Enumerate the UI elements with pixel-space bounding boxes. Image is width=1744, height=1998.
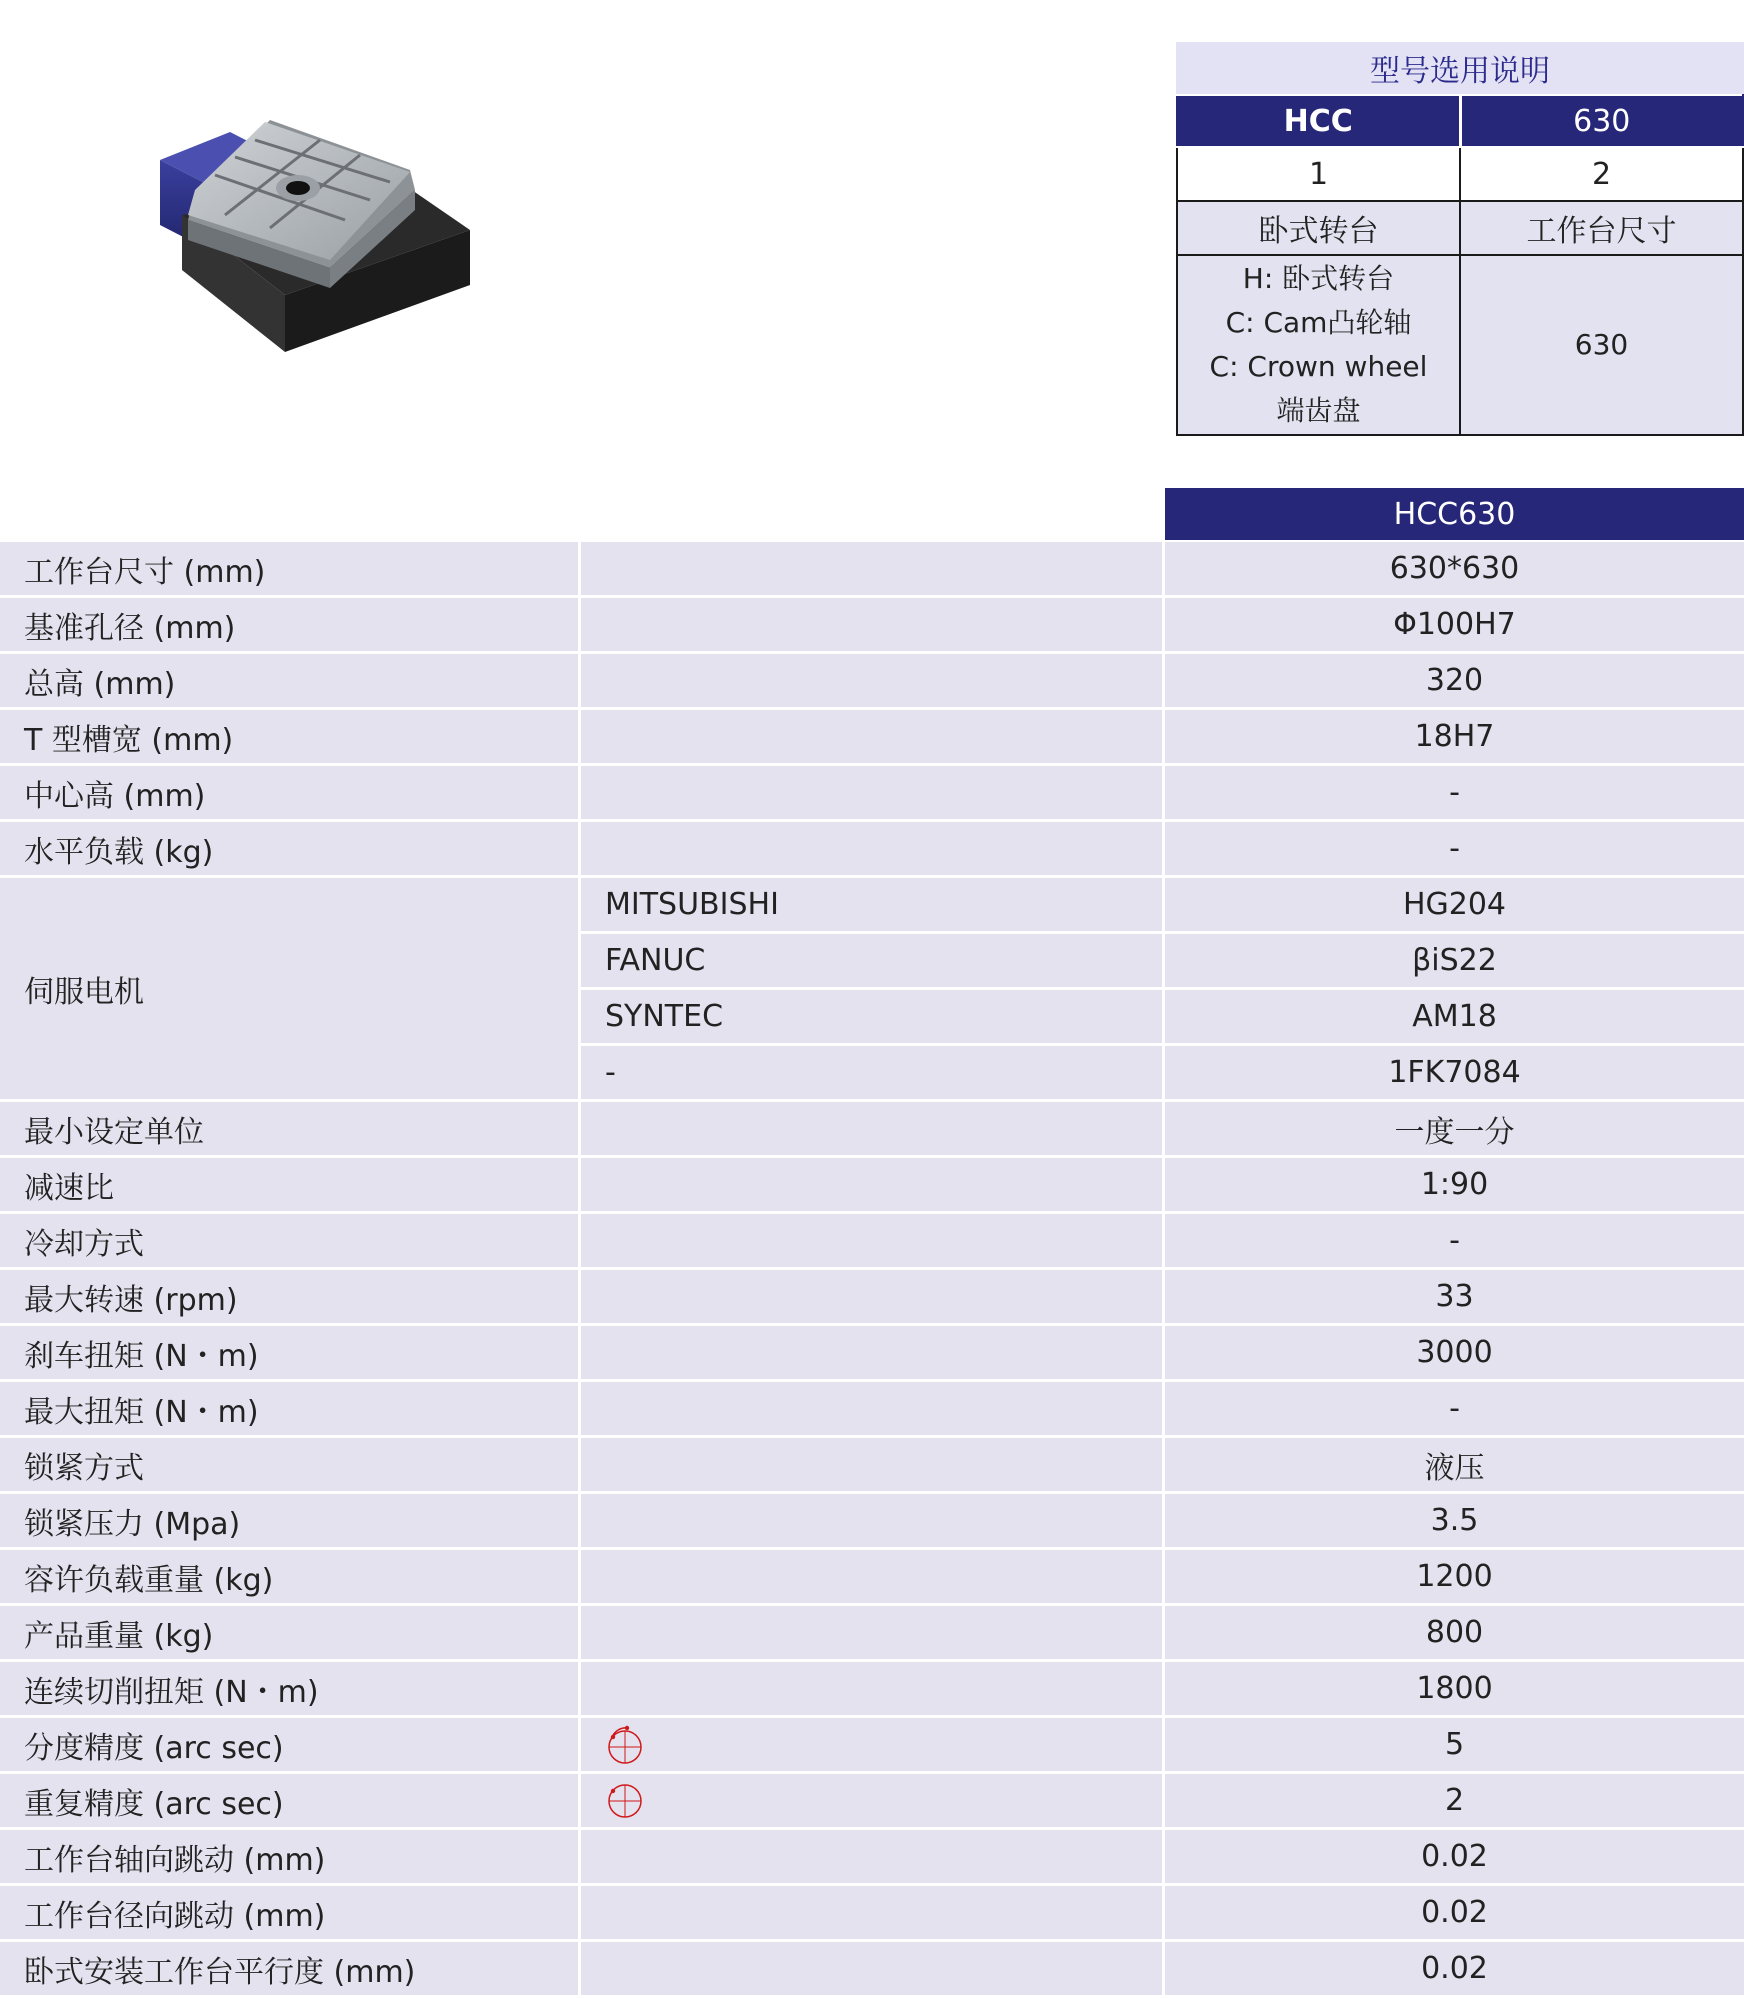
spec-value: βiS22 — [1165, 934, 1744, 987]
spec-sub — [581, 766, 1162, 819]
spec-value: 1800 — [1165, 1662, 1744, 1715]
spec-value: - — [1165, 766, 1744, 819]
spec-sub — [581, 1102, 1162, 1155]
table-row — [0, 1550, 1744, 1603]
legend-title: 型号选用说明 — [1176, 42, 1744, 94]
table-row — [0, 1438, 1744, 1491]
repeat-accuracy-icon — [605, 1781, 645, 1821]
legend-index-1: 1 — [1177, 147, 1460, 201]
table-row — [0, 1214, 1744, 1267]
spec-sub — [581, 1606, 1162, 1659]
table-row — [0, 1606, 1744, 1659]
spec-value: HG204 — [1165, 878, 1744, 931]
legend-desc-line: H: 卧式转台 — [1242, 262, 1395, 295]
spec-value: 1:90 — [1165, 1158, 1744, 1211]
spec-label: 最大扭矩 (N・m) — [0, 1382, 578, 1435]
spec-value: 630*630 — [1165, 542, 1744, 595]
spec-label: 产品重量 (kg) — [0, 1606, 578, 1659]
spec-value: - — [1165, 822, 1744, 875]
legend-name-series: 卧式转台 — [1177, 201, 1460, 255]
table-row — [0, 542, 1744, 595]
rotary-table-product-image — [120, 120, 620, 460]
spec-value: - — [1165, 1214, 1744, 1267]
table-row — [0, 822, 1744, 875]
spec-value: 3.5 — [1165, 1494, 1744, 1547]
spec-model-header: HCC630 — [1165, 488, 1744, 540]
spec-label: 容许负载重量 (kg) — [0, 1550, 578, 1603]
spec-label: 工作台轴向跳动 (mm) — [0, 1830, 578, 1883]
spec-label: 水平负载 (kg) — [0, 822, 578, 875]
spec-sub — [581, 1438, 1162, 1491]
spec-sub — [581, 822, 1162, 875]
spec-label: 刹车扭矩 (N・m) — [0, 1326, 578, 1379]
servo-brand: FANUC — [581, 934, 1162, 987]
spec-label: 基准孔径 (mm) — [0, 598, 578, 651]
servo-motor-group — [0, 878, 1744, 1099]
spec-label: 减速比 — [0, 1158, 578, 1211]
spec-value: 0.02 — [1165, 1942, 1744, 1995]
legend-desc-line: C: Cam凸轮轴 — [1225, 306, 1412, 339]
spec-sub — [581, 1774, 1162, 1827]
spec-value: 液压 — [1165, 1438, 1744, 1491]
spec-label: 分度精度 (arc sec) — [0, 1718, 578, 1771]
legend-name-size: 工作台尺寸 — [1460, 201, 1743, 255]
spec-sub — [581, 710, 1162, 763]
spec-value: - — [1165, 1382, 1744, 1435]
spec-value: 0.02 — [1165, 1886, 1744, 1939]
table-row — [0, 766, 1744, 819]
spec-value: 18H7 — [1165, 710, 1744, 763]
spec-sub — [581, 1942, 1162, 1995]
spec-sub — [581, 1214, 1162, 1267]
spec-value: 5 — [1165, 1718, 1744, 1771]
spec-label: 锁紧压力 (Mpa) — [0, 1494, 578, 1547]
spec-label: 冷却方式 — [0, 1214, 578, 1267]
spec-label: T 型槽宽 (mm) — [0, 710, 578, 763]
spec-label: 工作台径向跳动 (mm) — [0, 1886, 578, 1939]
spec-sub — [581, 654, 1162, 707]
spec-sub — [581, 1886, 1162, 1939]
spec-sub — [581, 1382, 1162, 1435]
spec-value: 一度一分 — [1165, 1102, 1744, 1155]
servo-brand: MITSUBISHI — [581, 878, 1162, 931]
model-selection-legend — [1176, 42, 1744, 436]
legend-desc-line: C: Crown wheel — [1209, 350, 1428, 383]
table-row — [581, 990, 1744, 1043]
spec-label: 工作台尺寸 (mm) — [0, 542, 578, 595]
table-row — [0, 1774, 1744, 1827]
table-row — [0, 1662, 1744, 1715]
spec-value: 0.02 — [1165, 1830, 1744, 1883]
table-row — [0, 1270, 1744, 1323]
table-row — [0, 1102, 1744, 1155]
legend-index-2: 2 — [1460, 147, 1743, 201]
spec-value: 1FK7084 — [1165, 1046, 1744, 1099]
spec-label: 伺服电机 — [0, 878, 578, 1099]
spec-label: 总高 (mm) — [0, 654, 578, 707]
spec-sub — [581, 1326, 1162, 1379]
legend-desc-size: 630 — [1460, 255, 1743, 435]
table-row — [0, 654, 1744, 707]
legend-code-size: 630 — [1460, 95, 1743, 147]
spec-label: 连续切削扭矩 (N・m) — [0, 1662, 578, 1715]
spec-value: 320 — [1165, 654, 1744, 707]
spec-value: 3000 — [1165, 1326, 1744, 1379]
table-row — [0, 1942, 1744, 1995]
table-row — [0, 598, 1744, 651]
servo-brand: - — [581, 1046, 1162, 1099]
table-row — [581, 878, 1744, 931]
table-row — [0, 1886, 1744, 1939]
legend-desc-series — [1177, 255, 1460, 435]
spec-sub — [581, 598, 1162, 651]
table-row — [0, 1718, 1744, 1771]
spec-label: 锁紧方式 — [0, 1438, 578, 1491]
spec-label: 最大转速 (rpm) — [0, 1270, 578, 1323]
spec-table — [0, 542, 1744, 1998]
spec-label: 卧式安装工作台平行度 (mm) — [0, 1942, 578, 1995]
spec-value: 33 — [1165, 1270, 1744, 1323]
spec-sub — [581, 1662, 1162, 1715]
table-row — [0, 710, 1744, 763]
servo-brand: SYNTEC — [581, 990, 1162, 1043]
spec-sub — [581, 1830, 1162, 1883]
spec-sub — [581, 1158, 1162, 1211]
spec-label: 最小设定单位 — [0, 1102, 578, 1155]
table-row — [581, 1046, 1744, 1099]
table-row — [0, 1382, 1744, 1435]
spec-sub — [581, 542, 1162, 595]
legend-code-series: HCC — [1177, 95, 1460, 147]
table-row — [0, 1830, 1744, 1883]
spec-value: 1200 — [1165, 1550, 1744, 1603]
table-row — [0, 1494, 1744, 1547]
spec-sub — [581, 1550, 1162, 1603]
spec-sub — [581, 1718, 1162, 1771]
table-row — [581, 934, 1744, 987]
spec-sub — [581, 1494, 1162, 1547]
spec-value: 2 — [1165, 1774, 1744, 1827]
table-row — [0, 1326, 1744, 1379]
spec-sub — [581, 1270, 1162, 1323]
table-row — [0, 1158, 1744, 1211]
spec-value: AM18 — [1165, 990, 1744, 1043]
legend-table — [1176, 94, 1744, 436]
legend-desc-line: 端齿盘 — [1276, 394, 1361, 427]
spec-value: 800 — [1165, 1606, 1744, 1659]
spec-label: 中心高 (mm) — [0, 766, 578, 819]
indexing-accuracy-icon — [605, 1725, 645, 1765]
spec-value: Φ100H7 — [1165, 598, 1744, 651]
spec-label: 重复精度 (arc sec) — [0, 1774, 578, 1827]
